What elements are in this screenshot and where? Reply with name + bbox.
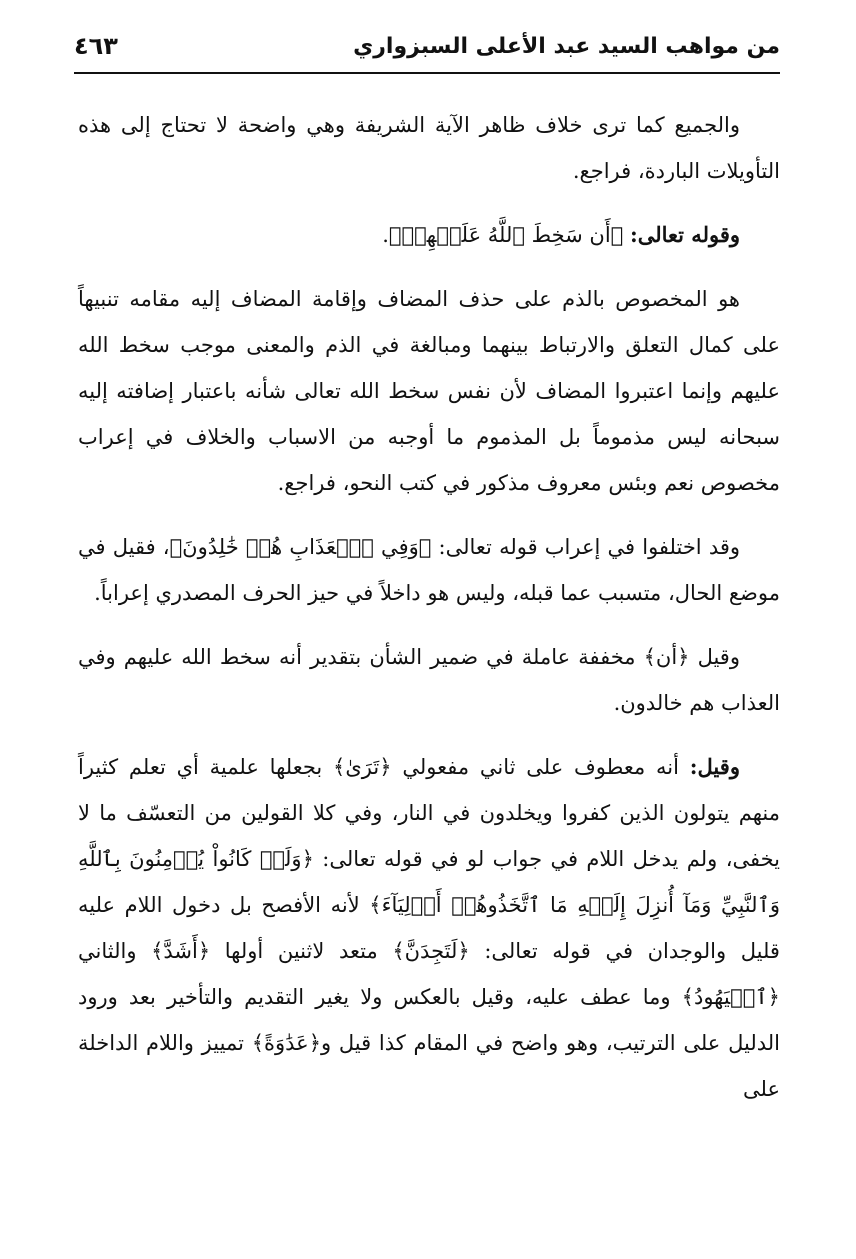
page-number: ٤٦٣ xyxy=(74,32,118,60)
paragraph-1 xyxy=(78,102,780,194)
paragraph-3 xyxy=(78,276,780,506)
lead-phrase: وقيل: xyxy=(689,754,740,779)
lead-phrase: وقوله تعالى: xyxy=(629,222,740,247)
quran-quote: ﴿أن﴾ xyxy=(643,645,690,669)
paragraph-5 xyxy=(78,634,780,726)
paragraph-text: هو المخصوص بالذم على حذف المضاف وإقامة المضاف إليه مقامه تنبيهاً على كمال التعلق والارتباط بينهما ومبالغة في الذم والمعنى موجب سخط الله عليهم وإنما اعتبروا المضاف لأن نفس سخط الله تعالى شأنه باعتبار إضافته إليه سبحانه ليس مذموماً بل المذموم ما أوجبه من الاسباب والخلاف في إعراب مخصوص نعم وبئس معروف مذكور في كتب النحو، فراجع. xyxy=(78,287,780,495)
quran-quote: ﴿تَرَىٰ﴾ xyxy=(333,755,392,779)
running-title: من مواهب السيد عبد الأعلى السبزواري xyxy=(353,34,780,59)
paragraph-2 xyxy=(78,212,780,258)
quran-quote: ﴿لَتَجِدَنَّ﴾ xyxy=(392,939,470,963)
quran-quote: ﴿عَدَٰوَةً﴾ xyxy=(251,1031,321,1055)
paragraph-text: تمييز واللام الداخلة على xyxy=(78,1031,780,1101)
paragraph-text: متعد لاثنين أولها xyxy=(224,939,378,963)
quran-quote: ﴿وَلَوۡ كَانُواْ يُؤۡمِنُونَ بِٱللَّهِ وَٱلنَّبِيِّ وَمَآ أُنزِلَ إِلَيۡهِ مَا ٱتَّخَذُوهُمۡ أَوۡلِيَآءَ﴾ xyxy=(78,847,780,917)
paragraph-text: أنه معطوف على ثاني مفعولي xyxy=(402,755,679,779)
paragraph-text-before: وقد اختلفوا في إعراب قوله تعالى: xyxy=(438,535,741,559)
page-header xyxy=(74,24,780,74)
paragraph-text: مخففة عاملة في ضمير الشأن بتقدير أنه سخط الله عليهم وفي العذاب هم خالدون. xyxy=(78,645,780,715)
page-body xyxy=(78,102,780,1124)
header-rule xyxy=(74,72,780,74)
paragraph-text: والجميع كما ترى خلاف ظاهر الآية الشريفة وهي واضحة لا تحتاج إلى هذه التأويلات الباردة، فراجع. xyxy=(78,113,780,183)
paragraph-text: والثاني xyxy=(78,939,137,963)
paragraph-text-before: وقيل xyxy=(697,645,740,669)
quran-quote: ﴿وَفِي ٱلۡعَذَابِ هُمۡ خَٰلِدُونَ﴾ xyxy=(169,535,432,559)
quran-quote: ﴿أَن سَخِطَ ٱللَّهُ عَلَيۡهِمۡ﴾ xyxy=(388,223,624,247)
quran-quote: ﴿ٱلۡيَهُودُ﴾ xyxy=(681,985,780,1009)
paragraph-4 xyxy=(78,524,780,616)
paragraph-text: . xyxy=(382,223,389,247)
paragraph-text: ، فقيل في موضع الحال، متسبب عما قبله، وليس هو داخلاً في حيز الحرف المصدري إعراباً. xyxy=(78,535,780,605)
paragraph-text: لأنه الأفصح بل دخول اللام عليه قليل والوجدان في قوله تعالى: xyxy=(78,893,780,963)
paragraph-text: وما عطف عليه، وقيل بالعكس ولا يغير التقديم والتأخير بعد ورود الدليل على الترتيب، وهو واضح في المقام كذا قيل و xyxy=(78,985,780,1055)
paragraph-text: بجعلها علمية أي تعلم كثيراً منهم يتولون الذين كفروا ويخلدون في النار، وفي كلا القولين من التعسّف ما لا يخفى، ولم يدخل اللام في جواب لو في قوله تعالى: xyxy=(78,755,780,871)
quran-quote: ﴿أَشَدَّ﴾ xyxy=(151,939,211,963)
paragraph-6 xyxy=(78,744,780,1112)
